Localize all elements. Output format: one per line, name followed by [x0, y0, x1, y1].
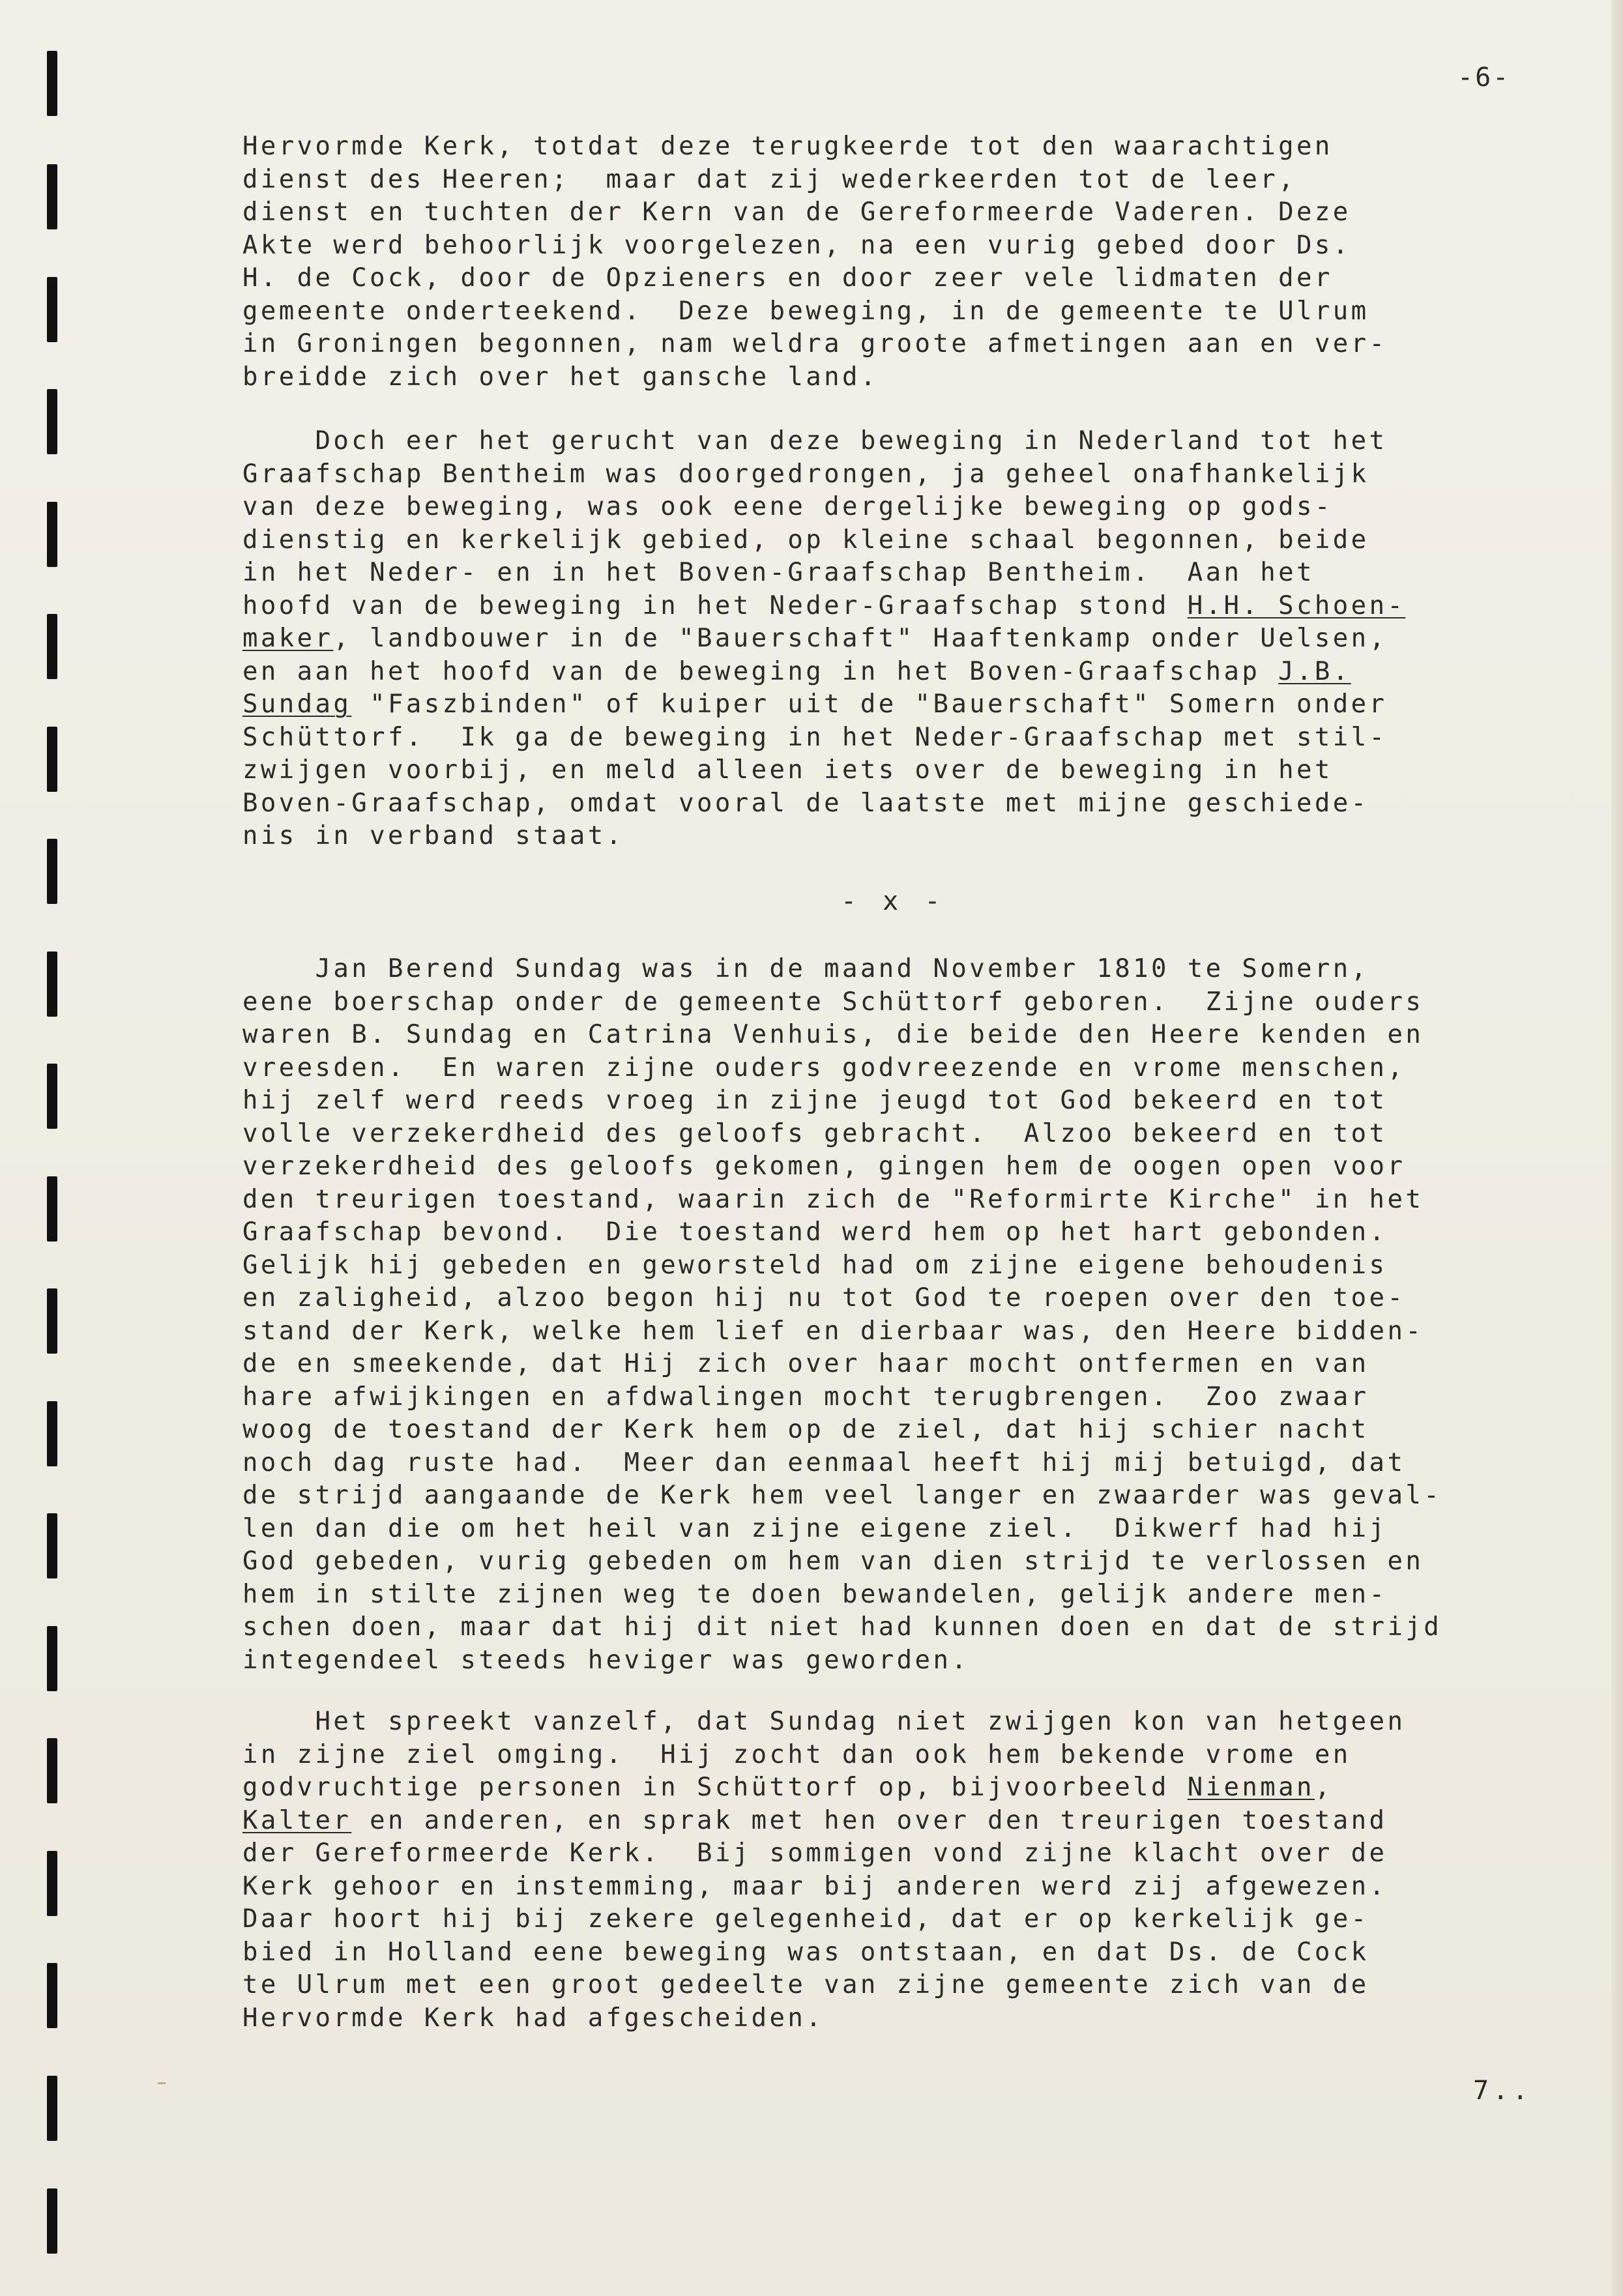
text-line [242, 1739, 1579, 1772]
page-number-top: -6- [1457, 63, 1511, 93]
text-run: nis in verband staat. [242, 821, 624, 850]
binding-hole [47, 1513, 57, 1578]
text-line [242, 1805, 1579, 1838]
text-run: bied in Holland eene beweging was ontstaan, en dat Ds. de Cock [242, 1937, 1369, 1967]
text-run: dienstig en kerkelijk gebied, op kleine schaal begonnen, beide [242, 525, 1369, 555]
text-run: te Ulrum met een groot gedeelte van zijne gemeente zich van de [242, 1970, 1369, 1999]
text-line: dienst en tuchten der Kern van de Gereformeerde Vaderen. Deze [242, 197, 1351, 227]
paragraph-2 [242, 425, 1579, 853]
text-line [242, 721, 1579, 755]
binding-hole [47, 1851, 57, 1916]
binding-hole [47, 839, 57, 904]
text-line: Graafschap bevond. Die toestand werd hem op het hart gebonden. [242, 1217, 1388, 1247]
text-run: , landbouwer in de "Bauerschaft" Haaftenkamp onder Uelsen, [333, 624, 1388, 653]
text-line [242, 458, 1579, 491]
page-edge [1611, 0, 1623, 2296]
text-line: stand der Kerk, welke hem lief en dierbaar was, den Heere bidden- [242, 1316, 1424, 1346]
text-line [242, 1706, 1579, 1739]
text-line: hare afwijkingen en afdwalingen mocht terugbrengen. Zoo zwaar [242, 1382, 1369, 1412]
text-line: hem in stilte zijnen weg te doen bewandelen, gelijk andere men- [242, 1579, 1388, 1609]
text-line: God gebeden, vurig gebeden om hem van dien strijd te verlossen en [242, 1547, 1424, 1576]
underlined-name: Sundag [242, 690, 352, 719]
binding-hole [47, 614, 57, 679]
text-run: Kerk gehoor en instemming, maar bij anderen werd zij afgewezen. [242, 1871, 1388, 1901]
text-run: godvruchtige personen in Schüttorf op, bijvoorbeeld [242, 1773, 1188, 1802]
section-separator: - x - [841, 886, 946, 916]
text-line: verzekerdheid des geloofs gekomen, gingen hem de oogen open voor [242, 1152, 1406, 1181]
text-line: schen doen, maar dat hij dit niet had kunnen doen en dat de strijd [242, 1612, 1442, 1642]
text-run: der Gereformeerde Kerk. Bij sommigen vond zijne klacht over de [242, 1838, 1388, 1868]
text-line [242, 656, 1579, 689]
text-line: woog de toestand der Kerk hem op de ziel, dat hij schier nacht [242, 1415, 1369, 1444]
text-line: noch dag ruste had. Meer dan eenmaal heeft hij mij betuigd, dat [242, 1447, 1406, 1477]
binding-hole [47, 1176, 57, 1242]
text-run: , [1314, 1773, 1333, 1802]
binding-hole [47, 389, 57, 454]
underlined-name: maker [242, 624, 334, 653]
text-line: Hervormde Kerk, totdat deze terugkeerde tot den waarachtigen [242, 132, 1333, 161]
binding-hole [47, 1963, 57, 2028]
text-run: Daar hoort hij bij zekere gelegenheid, dat er op kerkelijk ge- [242, 1904, 1369, 1934]
text-line [242, 688, 1579, 721]
text-line: Jan Berend Sundag was in de maand November 1810 te Somern, [242, 954, 1369, 983]
binding-hole [47, 727, 57, 792]
text-line: de en smeekende, dat Hij zich over haar mocht ontfermen en van [242, 1349, 1369, 1378]
text-line [242, 754, 1579, 787]
text-run: Schüttorf. Ik ga de beweging in het Neder-Graafschap met stil- [242, 722, 1388, 752]
text-line [242, 1771, 1579, 1805]
binding-hole [47, 2076, 57, 2141]
text-line: Akte werd behoorlijk voorgelezen, na een vurig gebed door Ds. [242, 230, 1351, 260]
text-run: in het Neder- en in het Boven-Graafschap Bentheim. Aan het [242, 558, 1315, 587]
text-run: Boven-Graafschap, omdat vooral de laatste met mijne geschiede- [242, 788, 1369, 818]
text-line: breidde zich over het gansche land. [242, 362, 879, 392]
text-line [242, 787, 1579, 821]
text-line: len dan die om het heil van zijne eigene ziel. Dikwerf had hij [242, 1513, 1388, 1543]
text-line [242, 425, 1579, 458]
text-line: de strijd aangaande de Kerk hem veel langer en zwaarder was geval- [242, 1481, 1442, 1510]
margin-mark [158, 2082, 166, 2084]
binding-hole [47, 1401, 57, 1466]
text-line: den treurigen toestand, waarin zich de "Reformirte Kirche" in het [242, 1184, 1424, 1214]
binding-hole [47, 51, 57, 116]
text-line [242, 590, 1579, 623]
underlined-name: J.B. [1278, 656, 1351, 686]
text-run: hoofd van de beweging in het Neder-Graafschap stond [242, 590, 1188, 620]
binding-hole [47, 164, 57, 229]
binding-hole [47, 1288, 57, 1354]
text-run: "Faszbinden" of kuiper uit de "Bauerschaft" Somern onder [351, 690, 1388, 719]
text-line: H. de Cock, door de Opzieners en door zeer vele lidmaten der [242, 263, 1333, 293]
text-run: Het spreekt vanzelf, dat Sundag niet zwijgen kon van hetgeen [242, 1707, 1406, 1736]
text-line: eene boerschap onder de gemeente Schüttorf geboren. Zijne ouders [242, 987, 1424, 1017]
text-run: Graafschap Bentheim was doorgedrongen, ja geheel onafhankelijk [242, 459, 1369, 489]
binding-hole [47, 277, 57, 342]
text-run: zwijgen voorbij, en meld alleen iets over de beweging in het [242, 755, 1333, 785]
text-line [242, 524, 1579, 557]
text-line [242, 622, 1579, 656]
text-run: in zijne ziel omging. Hij zocht dan ook hem bekende vrome en [242, 1739, 1351, 1769]
text-run: Doch eer het gerucht van deze beweging in Nederland tot het [242, 426, 1388, 456]
text-line: in Groningen begonnen, nam weldra groote afmetingen aan en ver- [242, 329, 1388, 358]
text-line: vreesden. En waren zijne ouders godvreezende en vrome menschen, [242, 1053, 1406, 1083]
underlined-name: Kalter [242, 1805, 352, 1835]
text-line: waren B. Sundag en Catrina Venhuis, die beide den Heere kenden en [242, 1020, 1424, 1049]
text-line: volle verzekerdheid des geloofs gebracht. Alzoo bekeerd en tot [242, 1118, 1388, 1148]
text-run: en aan het hoofd van de beweging in het Boven-Graafschap [242, 656, 1279, 686]
binding-hole [47, 1064, 57, 1129]
text-line [242, 1936, 1579, 1969]
binding-hole [47, 502, 57, 567]
paragraph-3 [242, 953, 1579, 1677]
text-line [242, 1969, 1579, 2002]
underlined-name: Nienman [1187, 1773, 1315, 1802]
text-line: dienst des Heeren; maar dat zij wederkeerden tot de leer, [242, 164, 1297, 194]
text-line [242, 491, 1579, 524]
binding-hole [47, 1626, 57, 1691]
text-line: Gelijk hij gebeden en geworsteld had om zijne eigene behoudenis [242, 1250, 1388, 1280]
text-line [242, 557, 1579, 590]
paragraph-4 [242, 1706, 1579, 2035]
page-number-bottom: 7.. [1473, 2076, 1532, 2106]
text-line: integendeel steeds heviger was geworden. [242, 1645, 970, 1675]
text-line [242, 1903, 1579, 1936]
binding-hole [47, 1738, 57, 1803]
text-line [242, 820, 1579, 853]
text-line [242, 2002, 1579, 2035]
text-line: en zaligheid, alzoo begon hij nu tot God te roepen over den toe- [242, 1283, 1406, 1313]
text-run: Hervormde Kerk had afgescheiden. [242, 2003, 825, 2033]
text-line: gemeente onderteekend. Deze beweging, in de gemeente te Ulrum [242, 296, 1369, 326]
binding-hole [47, 2188, 57, 2254]
underlined-name: H.H. Schoen- [1187, 590, 1406, 620]
text-line: hij zelf werd reeds vroeg in zijne jeugd tot God bekeerd en tot [242, 1086, 1388, 1115]
text-line [242, 1837, 1579, 1870]
binding-hole [47, 952, 57, 1017]
text-run: en anderen, en sprak met hen over den treurigen toestand [351, 1805, 1388, 1835]
text-run: van deze beweging, was ook eene dergelijke beweging op gods- [242, 492, 1333, 521]
paragraph-1 [242, 130, 1579, 394]
text-line [242, 1870, 1579, 1904]
